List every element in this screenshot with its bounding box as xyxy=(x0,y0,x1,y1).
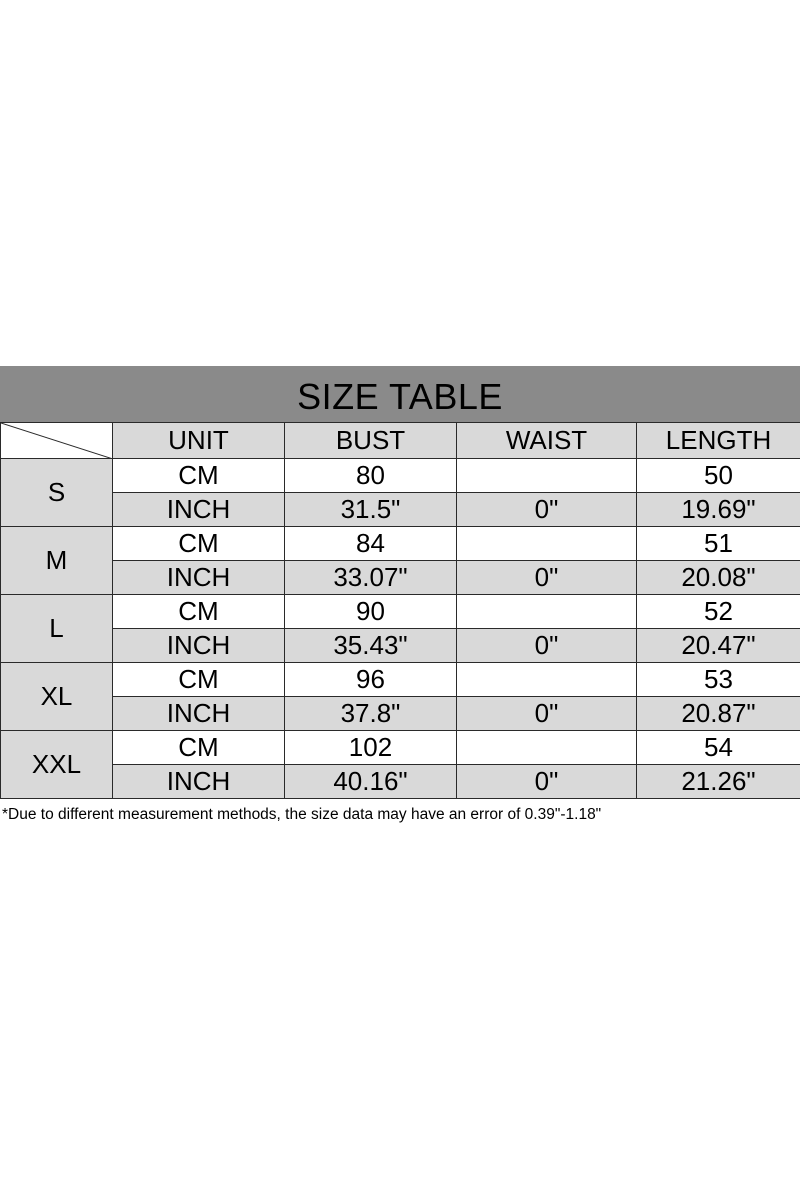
cell-inch-length: 20.08" xyxy=(637,561,800,595)
size-label: XL xyxy=(1,663,113,731)
cell-inch-bust: 37.8" xyxy=(285,697,457,731)
cell-cm-unit: CM xyxy=(113,731,285,765)
table-row-xxl-inch xyxy=(1,765,800,799)
cell-cm-length: 51 xyxy=(637,527,800,561)
cell-cm-bust: 80 xyxy=(285,459,457,493)
diagonal-divider-icon xyxy=(1,423,113,459)
cell-cm-unit: CM xyxy=(113,527,285,561)
size-table xyxy=(0,422,800,799)
size-label: S xyxy=(1,459,113,527)
header-waist: WAIST xyxy=(457,423,637,459)
cell-cm-bust: 96 xyxy=(285,663,457,697)
size-label: L xyxy=(1,595,113,663)
table-row-s-cm xyxy=(1,459,800,493)
cell-cm-length: 54 xyxy=(637,731,800,765)
cell-cm-waist xyxy=(457,595,637,629)
cell-cm-waist xyxy=(457,459,637,493)
cell-inch-unit: INCH xyxy=(113,493,285,527)
cell-inch-waist: 0" xyxy=(457,697,637,731)
table-row-xxl-cm xyxy=(1,731,800,765)
cell-inch-unit: INCH xyxy=(113,629,285,663)
cell-cm-waist xyxy=(457,731,637,765)
cell-inch-bust: 33.07" xyxy=(285,561,457,595)
cell-cm-length: 52 xyxy=(637,595,800,629)
header-unit: UNIT xyxy=(113,423,285,459)
cell-cm-length: 50 xyxy=(637,459,800,493)
cell-inch-bust: 31.5" xyxy=(285,493,457,527)
table-row-xl-cm xyxy=(1,663,800,697)
cell-inch-waist: 0" xyxy=(457,629,637,663)
measurement-note: *Due to different measurement methods, the size data may have an error of 0.39"-1.18" xyxy=(2,806,602,823)
table-row-xl-inch xyxy=(1,697,800,731)
table-row-s-inch xyxy=(1,493,800,527)
cell-cm-bust: 90 xyxy=(285,595,457,629)
cell-inch-length: 21.26" xyxy=(637,765,800,799)
cell-inch-waist: 0" xyxy=(457,561,637,595)
table-row-l-cm xyxy=(1,595,800,629)
cell-inch-waist: 0" xyxy=(457,493,637,527)
cell-inch-unit: INCH xyxy=(113,765,285,799)
cell-inch-bust: 40.16" xyxy=(285,765,457,799)
cell-inch-unit: INCH xyxy=(113,697,285,731)
cell-inch-unit: INCH xyxy=(113,561,285,595)
size-label: XXL xyxy=(1,731,113,799)
corner-cell xyxy=(1,423,113,459)
size-table-title: SIZE TABLE xyxy=(0,366,800,422)
header-length: LENGTH xyxy=(637,423,800,459)
cell-cm-unit: CM xyxy=(113,595,285,629)
cell-cm-bust: 84 xyxy=(285,527,457,561)
size-label: M xyxy=(1,527,113,595)
cell-cm-length: 53 xyxy=(637,663,800,697)
table-row-m-inch xyxy=(1,561,800,595)
cell-inch-length: 19.69" xyxy=(637,493,800,527)
cell-inch-bust: 35.43" xyxy=(285,629,457,663)
header-row xyxy=(1,423,800,459)
cell-cm-waist xyxy=(457,527,637,561)
table-row-m-cm xyxy=(1,527,800,561)
cell-cm-bust: 102 xyxy=(285,731,457,765)
table-row-l-inch xyxy=(1,629,800,663)
header-bust: BUST xyxy=(285,423,457,459)
cell-inch-waist: 0" xyxy=(457,765,637,799)
cell-cm-waist xyxy=(457,663,637,697)
cell-inch-length: 20.47" xyxy=(637,629,800,663)
cell-cm-unit: CM xyxy=(113,663,285,697)
cell-cm-unit: CM xyxy=(113,459,285,493)
cell-inch-length: 20.87" xyxy=(637,697,800,731)
